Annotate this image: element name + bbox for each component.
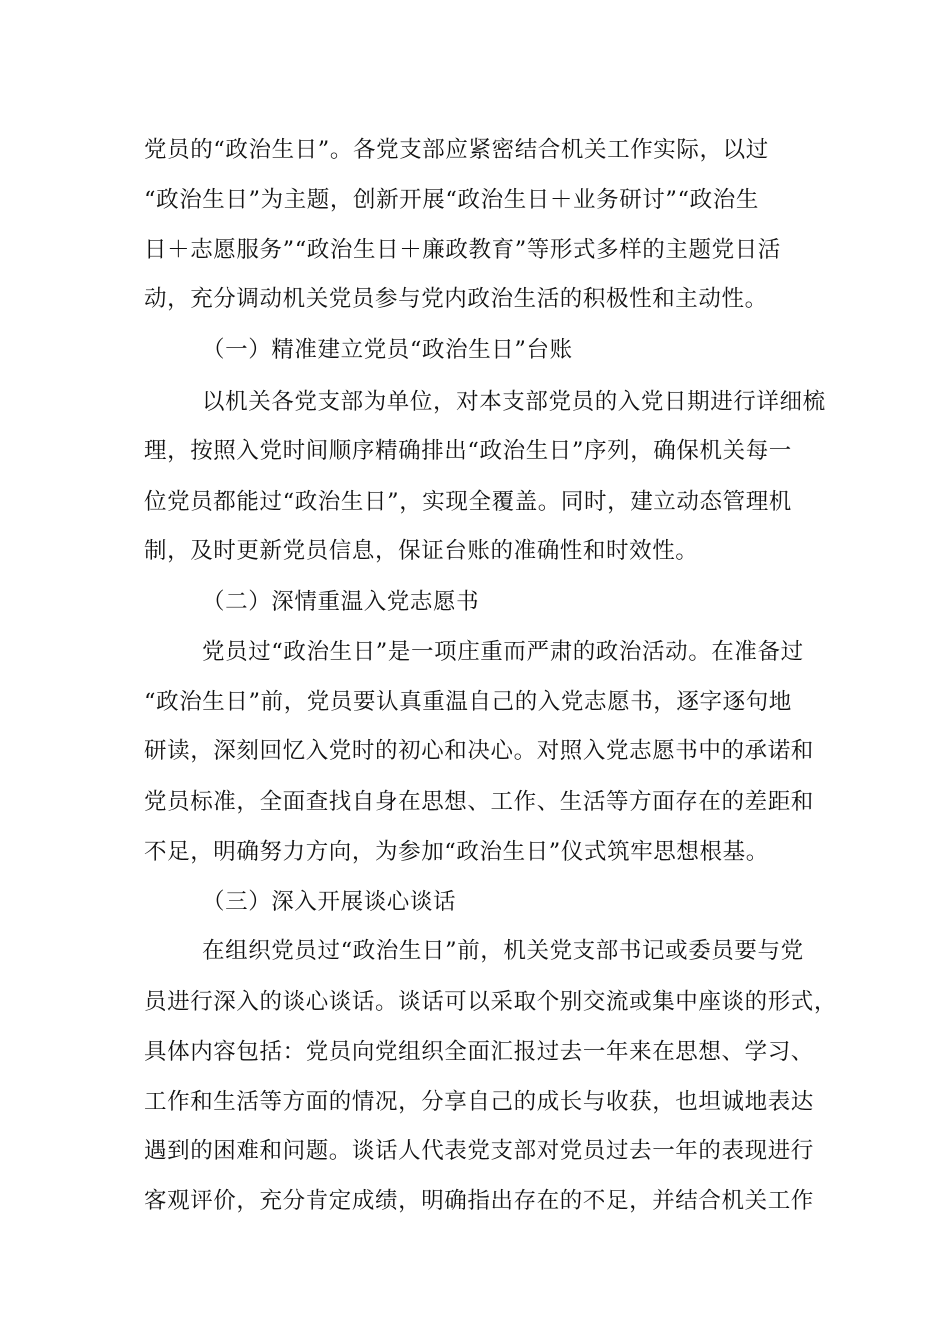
section-heading-3: （三）深入开展谈心谈话 (202, 889, 457, 915)
paragraph-line: 动，充分调动机关党员参与党内政治生活的积极性和主动性。 (144, 286, 768, 312)
paragraph-line: 位党员都能过“政治生日”，实现全覆盖。同时，建立动态管理机 (144, 489, 792, 515)
paragraph-line: 客观评价，充分肯定成绩，明确指出存在的不足，并结合机关工作 (144, 1188, 814, 1214)
paragraph-line: 党员标准，全面查找自身在思想、工作、生活等方面存在的差距和 (144, 789, 814, 815)
section-heading-2: （二）深情重温入党志愿书 (202, 589, 480, 615)
paragraph-line: 党员的“政治生日”。各党支部应紧密结合机关工作实际，以过 (144, 137, 769, 163)
paragraph-line: 以机关各党支部为单位，对本支部党员的入党日期进行详细梳 (202, 389, 826, 415)
paragraph-line: 具体内容包括：党员向党组织全面汇报过去一年来在思想、学习、 (144, 1039, 814, 1065)
paragraph-line: “政治生日”前，党员要认真重温自己的入党志愿书，逐字逐句地 (144, 689, 792, 715)
paragraph-line: 遇到的困难和问题。谈话人代表党支部对党员过去一年的表现进行 (144, 1138, 814, 1164)
paragraph-line: 党员过“政治生日”是一项庄重而严肃的政治活动。在准备过 (202, 639, 804, 665)
paragraph-line: 理，按照入党时间顺序精确排出“政治生日”序列，确保机关每一 (144, 438, 792, 464)
paragraph-line: 日＋志愿服务”“政治生日＋廉政教育”等形式多样的主题党日活 (144, 237, 781, 263)
paragraph-line: “政治生日”为主题，创新开展“政治生日＋业务研讨”“政治生 (144, 187, 759, 213)
paragraph-line: 不足，明确努力方向，为参加“政治生日”仪式筑牢思想根基。 (144, 839, 769, 865)
paragraph-line: 在组织党员过“政治生日”前，机关党支部书记或委员要与党 (202, 938, 804, 964)
paragraph-line: 制，及时更新党员信息，保证台账的准确性和时效性。 (144, 538, 699, 564)
paragraph-line: 研读，深刻回忆入党时的初心和决心。对照入党志愿书中的承诺和 (144, 738, 814, 764)
section-heading-1: （一）精准建立党员“政治生日”台账 (202, 337, 573, 363)
paragraph-line: 工作和生活等方面的情况，分享自己的成长与收获，也坦诚地表达 (144, 1089, 814, 1115)
paragraph-line: 员进行深入的谈心谈话。谈话可以采取个别交流或集中座谈的形式， (144, 989, 838, 1015)
